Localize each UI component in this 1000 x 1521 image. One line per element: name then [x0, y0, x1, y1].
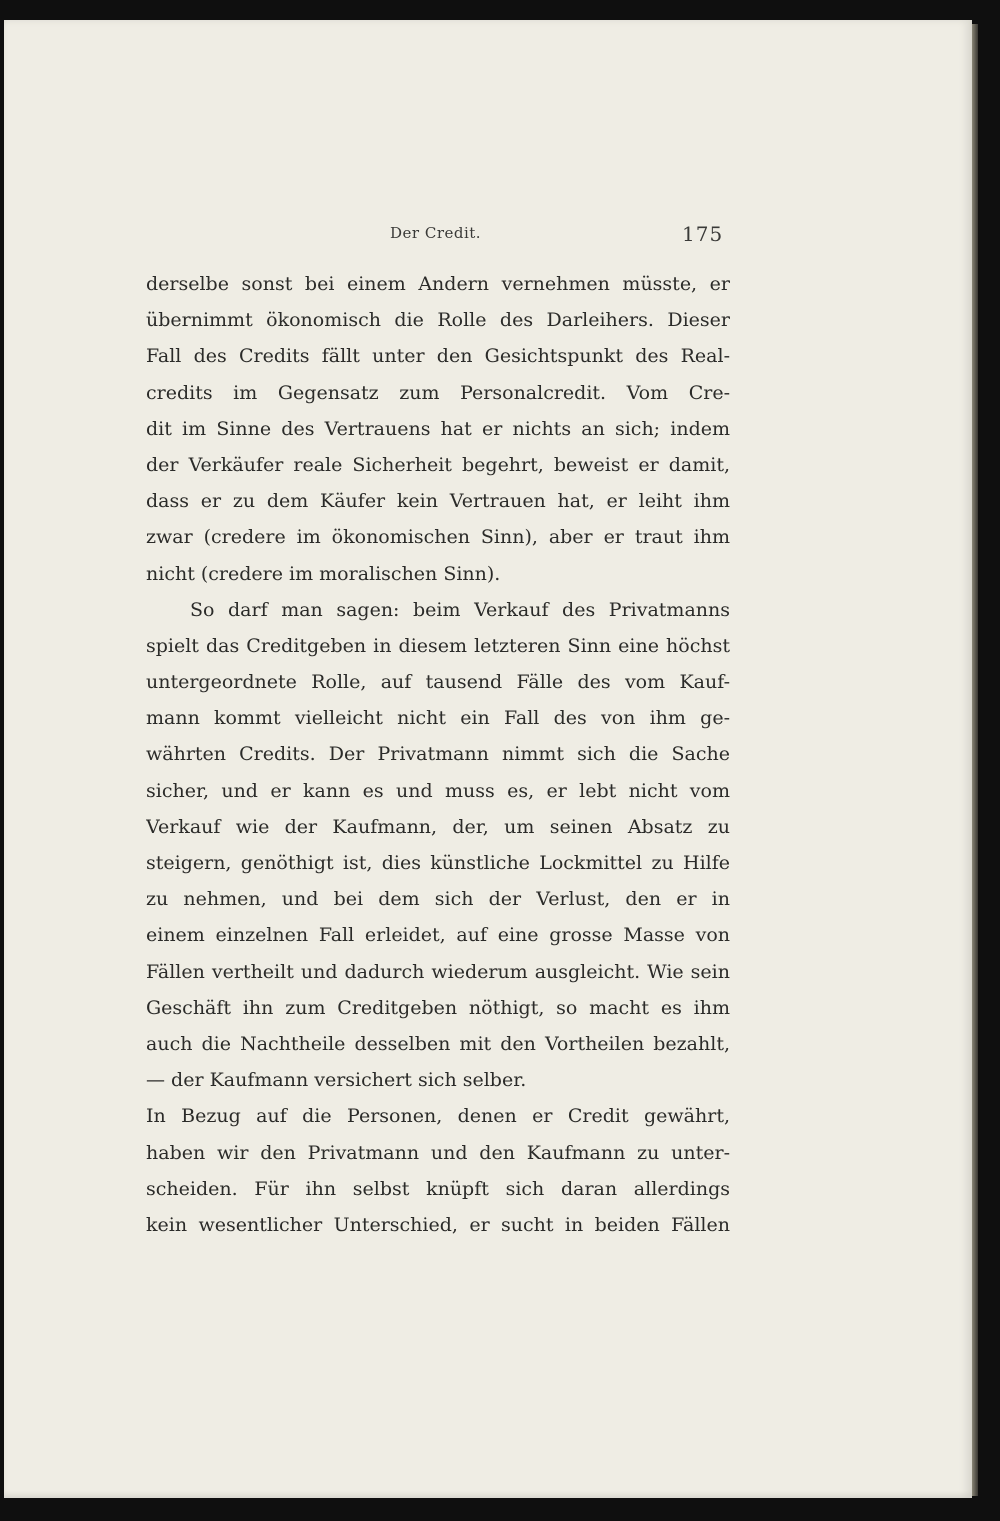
- text-line: mann kommt vielleicht nicht ein Fall des von ihm ge-: [146, 707, 730, 730]
- text-line: In Bezug auf die Personen, denen er Credit gewährt,: [146, 1105, 730, 1128]
- text-line: steigern, genöthigt ist, dies künstliche Lockmittel zu Hilfe: [146, 852, 730, 874]
- text-line: sicher, und er kann es und muss es, er lebt nicht vom: [146, 779, 730, 802]
- book-page: [4, 20, 972, 1498]
- text-line: spielt das Creditgeben in diesem letzteren Sinn eine höchst: [146, 634, 730, 657]
- body-text: [146, 266, 730, 1243]
- text-line: scheiden. Für ihn selbst knüpft sich daran allerdings: [146, 1177, 730, 1200]
- text-line: Verkauf wie der Kaufmann, der, um seinen Absatz zu: [146, 815, 730, 838]
- running-head-title: Der Credit.: [390, 224, 482, 242]
- page-edge: [972, 24, 978, 1496]
- text-line: währten Credits. Der Privatmann nimmt sich die Sache: [146, 743, 730, 766]
- text-line: — der Kaufmann versichert sich selber.: [146, 1069, 527, 1092]
- text-line: So darf man sagen: beim Verkauf des Privatmanns: [190, 598, 730, 621]
- text-line: übernimmt ökonomisch die Rolle des Darleihers. Dieser: [146, 309, 730, 332]
- text-line: dit im Sinne des Vertrauens hat er nichts an sich; indem: [146, 417, 730, 440]
- text-line: der Verkäufer reale Sicherheit begehrt, beweist er damit,: [146, 453, 730, 476]
- text-line: derselbe sonst bei einem Andern vernehmen müsste, er: [146, 273, 730, 295]
- text-line: zwar (credere im ökonomischen Sinn), aber er traut ihm: [146, 526, 730, 549]
- text-line: auch die Nachtheile desselben mit den Vortheilen bezahlt,: [146, 1032, 730, 1055]
- text-line: credits im Gegensatz zum Personalcredit. Vom Cre-: [146, 381, 730, 404]
- text-line: dass er zu dem Käufer kein Vertrauen hat, er leiht ihm: [146, 490, 730, 513]
- text-line: Fällen vertheilt und dadurch wiederum ausgleicht. Wie sein: [146, 960, 730, 983]
- text-line: zu nehmen, und bei dem sich der Verlust, den er in: [146, 888, 730, 911]
- text-line: untergeordnete Rolle, auf tausend Fälle des vom Kauf-: [146, 671, 730, 694]
- text-line: kein wesentlicher Unterschied, er sucht in beiden Fällen: [146, 1213, 730, 1236]
- text-line: Geschäft ihn zum Creditgeben nöthigt, so macht es ihm: [146, 996, 730, 1019]
- text-line: einem einzelnen Fall erleidet, auf eine grosse Masse von: [146, 924, 730, 947]
- running-head: [4, 224, 972, 248]
- text-line: Fall des Credits fällt unter den Gesichtspunkt des Real-: [146, 345, 730, 368]
- page-number: 175: [682, 222, 724, 246]
- text-line: haben wir den Privatmann und den Kaufmann zu unter-: [146, 1141, 730, 1164]
- text-line: nicht (credere im moralischen Sinn).: [146, 562, 501, 585]
